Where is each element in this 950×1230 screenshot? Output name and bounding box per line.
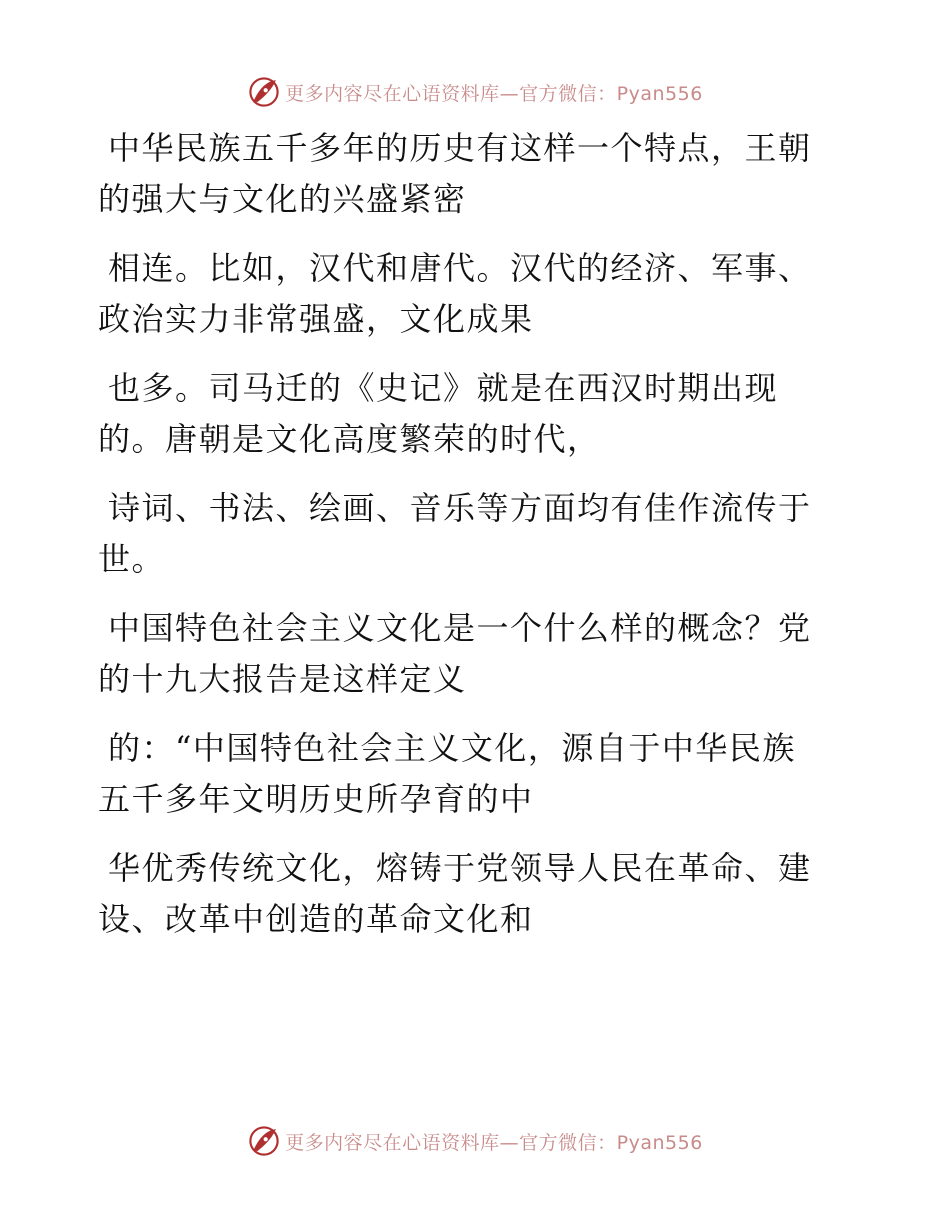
document-body	[98, 123, 838, 963]
paragraph-line: 诗词、书法、绘画、音乐等方面均有佳作流传于	[108, 489, 812, 527]
footer-banner-text	[285, 1128, 703, 1155]
paragraph-line: 设、改革中创造的革命文化和	[98, 900, 534, 938]
pen-nib-logo-icon	[247, 1124, 281, 1158]
paragraph-line: 的强大与文化的兴盛紧密	[98, 180, 467, 218]
paragraph-3	[98, 363, 838, 465]
footer-banner-main: 更多内容尽在心语资料库—	[285, 1131, 520, 1154]
paragraph-line: 世。	[98, 540, 166, 578]
pen-nib-logo-icon	[247, 75, 281, 109]
header-banner-main: 更多内容尽在心语资料库—	[285, 82, 520, 105]
paragraph-line: 的：“中国特色社会主义文化，源自于中华民族	[108, 729, 796, 767]
paragraph-line: 的。唐朝是文化高度繁荣的时代，	[98, 420, 601, 458]
paragraph-line: 也多。司马迁的《史记》就是在西汉时期出现	[108, 369, 779, 407]
header-banner	[0, 72, 950, 112]
paragraph-line: 五千多年文明历史所孕育的中	[98, 780, 534, 818]
paragraph-6	[98, 723, 838, 825]
paragraph-line: 政治实力非常强盛，文化成果	[98, 300, 534, 338]
footer-banner	[0, 1121, 950, 1161]
header-banner-wechat: 官方微信：Pyan556	[519, 82, 703, 105]
paragraph-line: 中国特色社会主义文化是一个什么样的概念？党	[108, 609, 812, 647]
paragraph-4	[98, 483, 838, 585]
paragraph-5	[98, 603, 838, 705]
paragraph-2	[98, 243, 838, 345]
paragraph-line: 华优秀传统文化，熔铸于党领导人民在革命、建	[108, 849, 812, 887]
paragraph-7	[98, 843, 838, 945]
header-banner-text	[285, 79, 703, 106]
paragraph-line: 的十九大报告是这样定义	[98, 660, 467, 698]
footer-banner-wechat: 官方微信：Pyan556	[519, 1131, 703, 1154]
paragraph-line: 相连。比如，汉代和唐代。汉代的经济、军事、	[108, 249, 812, 287]
paragraph-1	[98, 123, 838, 225]
paragraph-line: 中华民族五千多年的历史有这样一个特点，王朝	[108, 129, 812, 167]
